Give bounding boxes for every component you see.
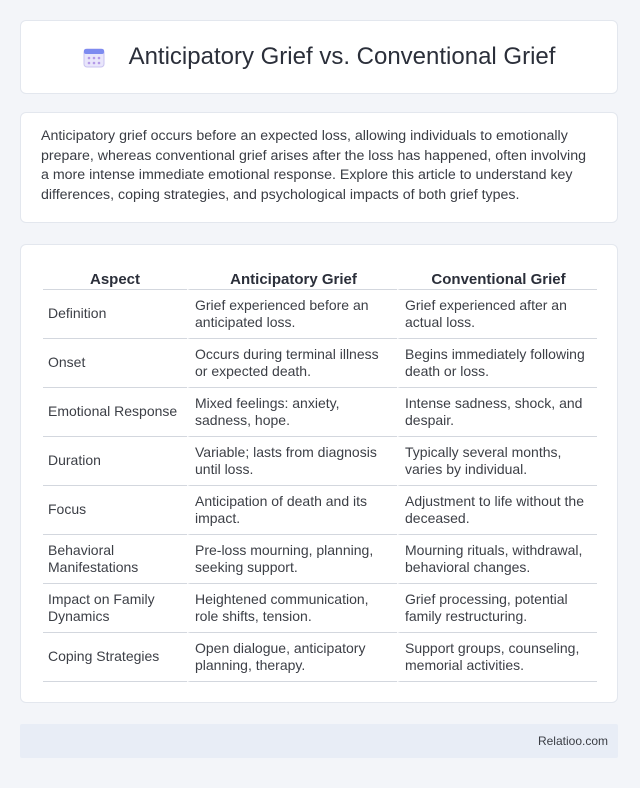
page-title: Anticipatory Grief vs. Conventional Grief [128, 43, 556, 70]
aspect-cell: Coping Strategies [43, 633, 187, 682]
intro-text: Anticipatory grief occurs before an expected loss, allowing individuals to emotionally prepare, whereas conventional grief arises after the loss has happened, often involving a more intense immediate emotional response. Explore this article to understand key differences, coping strategies, and psychological impacts of both grief types. [41, 128, 586, 203]
conventional-cell: Grief processing, potential family restructuring. [397, 584, 597, 633]
column-header-anticipatory: Anticipatory Grief [187, 269, 397, 290]
conventional-cell: Adjustment to life without the deceased. [397, 486, 597, 535]
title-card [20, 20, 618, 94]
anticipatory-cell: Mixed feelings: anxiety, sadness, hope. [187, 388, 397, 437]
aspect-cell: Emotional Response [43, 388, 187, 437]
aspect-cell: Definition [43, 290, 187, 339]
table-row [43, 535, 597, 584]
anticipatory-cell: Variable; lasts from diagnosis until loss. [187, 437, 397, 486]
anticipatory-cell: Heightened communication, role shifts, tension. [187, 584, 397, 633]
aspect-cell: Impact on Family Dynamics [43, 584, 187, 633]
anticipatory-cell: Anticipation of death and its impact. [187, 486, 397, 535]
table-row [43, 388, 597, 437]
column-header-conventional: Conventional Grief [397, 269, 597, 290]
aspect-cell: Focus [43, 486, 187, 535]
table-row [43, 437, 597, 486]
table-header-row [43, 269, 597, 290]
aspect-cell: Duration [43, 437, 187, 486]
column-header-aspect: Aspect [43, 269, 187, 290]
table-row [43, 486, 597, 535]
table-row [43, 290, 597, 339]
table-row [43, 584, 597, 633]
footer [20, 724, 618, 758]
aspect-cell: Onset [43, 339, 187, 388]
comparison-card [20, 244, 618, 703]
intro-card [20, 112, 618, 223]
comparison-table [43, 269, 597, 682]
conventional-cell: Mourning rituals, withdrawal, behavioral changes. [397, 535, 597, 584]
conventional-cell: Support groups, counseling, memorial activities. [397, 633, 597, 682]
conventional-cell: Grief experienced after an actual loss. [397, 290, 597, 339]
anticipatory-cell: Occurs during terminal illness or expected death. [187, 339, 397, 388]
table-row [43, 633, 597, 682]
anticipatory-cell: Open dialogue, anticipatory planning, therapy. [187, 633, 397, 682]
anticipatory-cell: Pre-loss mourning, planning, seeking support. [187, 535, 397, 584]
aspect-cell: Behavioral Manifestations [43, 535, 187, 584]
conventional-cell: Typically several months, varies by individual. [397, 437, 597, 486]
conventional-cell: Intense sadness, shock, and despair. [397, 388, 597, 437]
table-row [43, 339, 597, 388]
conventional-cell: Begins immediately following death or loss. [397, 339, 597, 388]
anticipatory-cell: Grief experienced before an anticipated loss. [187, 290, 397, 339]
footer-brand: Relatioo.com [537, 734, 608, 748]
calendar-icon [83, 46, 105, 68]
